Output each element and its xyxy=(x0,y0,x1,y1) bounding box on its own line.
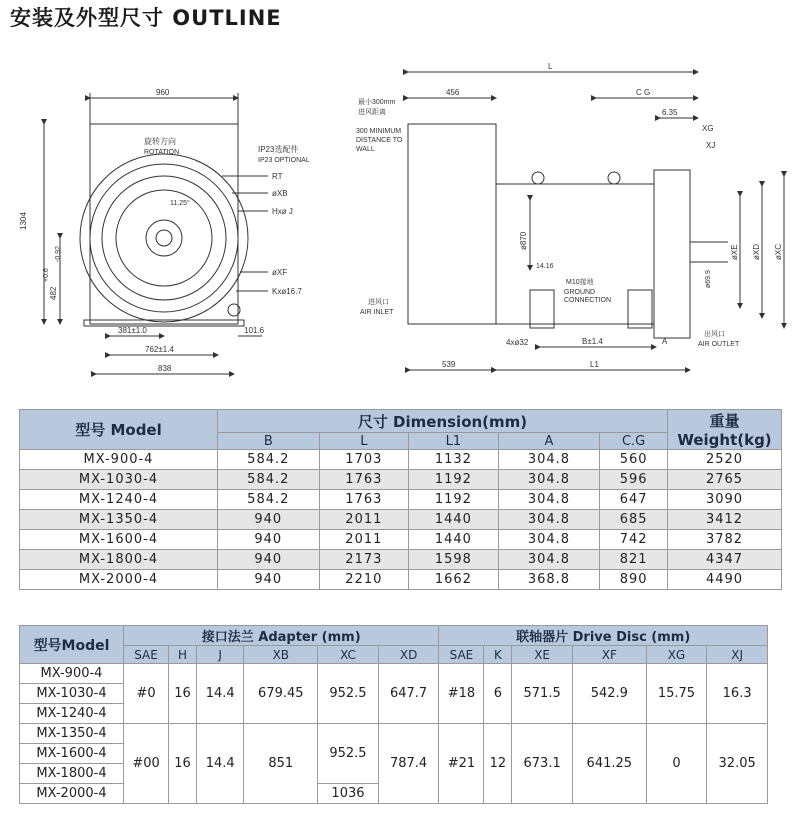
cell: 0 xyxy=(646,724,707,804)
cell: 742 xyxy=(600,530,668,550)
col-xd: XD xyxy=(378,646,439,664)
dim-1416: 14.16 xyxy=(536,263,554,270)
dim-xc: øXC xyxy=(774,244,783,260)
table-row xyxy=(20,570,782,590)
col-j: J xyxy=(196,646,244,664)
dim-870: ø870 xyxy=(519,231,528,250)
ground-en2: CONNECTION xyxy=(564,297,612,304)
dim-699: ø69.9 xyxy=(705,270,712,288)
cell: 952.5 xyxy=(318,664,379,724)
cell: 2520 xyxy=(668,450,782,470)
cell: 2011 xyxy=(319,530,409,550)
adapter-header: 接口法兰 Adapter (mm) xyxy=(124,626,439,646)
col-xe: XE xyxy=(512,646,573,664)
table-row xyxy=(20,530,782,550)
cell: 2173 xyxy=(319,550,409,570)
col-k: K xyxy=(484,646,512,664)
row-model: MX-2000-4 xyxy=(20,570,218,590)
cell: 1440 xyxy=(409,530,499,550)
cell: #18 xyxy=(439,664,484,724)
outlet-cn: 出风口 xyxy=(704,331,725,338)
dim-101: 101.6 xyxy=(244,326,265,335)
col-sae: SAE xyxy=(124,646,169,664)
weight-header xyxy=(668,410,782,450)
cell: 560 xyxy=(600,450,668,470)
label-k: Kxø16.7 xyxy=(272,287,302,296)
row-model: MX-1600-4 xyxy=(20,530,218,550)
cell: 12 xyxy=(484,724,512,804)
cell: 304.8 xyxy=(498,550,600,570)
cell: 14.4 xyxy=(196,664,244,724)
cell: 1662 xyxy=(409,570,499,590)
cell: 647 xyxy=(600,490,668,510)
cell: 940 xyxy=(218,550,320,570)
cell: 14.4 xyxy=(196,724,244,804)
label-angle: 11.25° xyxy=(170,200,190,207)
drive-disc-header: 联轴器片 Drive Disc (mm) xyxy=(439,626,768,646)
cell: 304.8 xyxy=(498,490,600,510)
ip23-en: IP23 OPTIONAL xyxy=(258,157,310,164)
dimension-header: 尺寸 Dimension(mm) xyxy=(218,410,668,433)
front-outer-circle xyxy=(80,154,248,322)
table-row xyxy=(20,450,782,470)
dim-838: 838 xyxy=(158,364,172,373)
col-xj: XJ xyxy=(707,646,768,664)
table-row xyxy=(20,490,782,510)
table-row xyxy=(20,664,768,684)
cell: 3782 xyxy=(668,530,782,550)
dim-456: 456 xyxy=(446,88,460,97)
row-model: MX-2000-4 xyxy=(20,784,124,804)
cell: 1703 xyxy=(319,450,409,470)
dim-635: 6.35 xyxy=(662,108,678,117)
col-xc: XC xyxy=(318,646,379,664)
adapter-disc-table xyxy=(19,625,768,804)
table-row xyxy=(20,510,782,530)
inlet-en: AIR INLET xyxy=(360,309,394,316)
label-xf: øXF xyxy=(272,268,288,277)
cell: 647.7 xyxy=(378,664,439,724)
col-sae-disc: SAE xyxy=(439,646,484,664)
cell: 685 xyxy=(600,510,668,530)
dim-482: 482 xyxy=(49,286,58,300)
dim-960: 960 xyxy=(156,88,170,97)
row-model: MX-1030-4 xyxy=(20,470,218,490)
cell-xc-2000: 1036 xyxy=(318,784,379,804)
weight-header-cn: 重量 xyxy=(709,412,740,430)
cell: 1763 xyxy=(319,470,409,490)
side-fan-outline xyxy=(654,170,690,338)
cell: 1598 xyxy=(409,550,499,570)
dim-381: 381±1.0 xyxy=(118,326,147,335)
dim-hole: 4xø32 xyxy=(506,338,529,347)
cell: 890 xyxy=(600,570,668,590)
dimension-table xyxy=(19,409,782,590)
cell: 641.25 xyxy=(572,724,646,804)
cell: 304.8 xyxy=(498,510,600,530)
cell: 584.2 xyxy=(218,470,320,490)
cell: 940 xyxy=(218,510,320,530)
cell: 542.9 xyxy=(572,664,646,724)
label-rt: RT xyxy=(272,172,283,181)
table-row xyxy=(20,550,782,570)
col-xf: XF xyxy=(572,646,646,664)
cell: 1192 xyxy=(409,470,499,490)
row-model: MX-900-4 xyxy=(20,664,124,684)
row-model: MX-1030-4 xyxy=(20,684,124,704)
inlet-cn: 进风口 xyxy=(368,299,389,306)
cell: 940 xyxy=(218,570,320,590)
min300-en3: WALL xyxy=(356,146,375,153)
page-title: 安装及外型尺寸 OUTLINE xyxy=(10,6,282,30)
cell: 571.5 xyxy=(512,664,573,724)
min300-en2: DISTANCE TO xyxy=(356,137,403,144)
cell: 851 xyxy=(244,724,318,804)
cell: 673.1 xyxy=(512,724,573,804)
table-row xyxy=(20,470,782,490)
side-adapter-outline xyxy=(408,124,496,324)
ip23-cn: IP23选配件 xyxy=(258,145,299,154)
cell: 3090 xyxy=(668,490,782,510)
cell: 6 xyxy=(484,664,512,724)
weight-header-en: Weight(kg) xyxy=(677,431,772,449)
label-xb: øXB xyxy=(272,189,288,198)
cell: 4490 xyxy=(668,570,782,590)
cell: 16.3 xyxy=(707,664,768,724)
cell: 304.8 xyxy=(498,470,600,490)
dim-482-tol-upper: +0.6 xyxy=(43,268,50,282)
cell: 304.8 xyxy=(498,450,600,470)
cell: 787.4 xyxy=(378,724,439,804)
cell: 2011 xyxy=(319,510,409,530)
col-a: A xyxy=(498,433,600,450)
min300-cn1: 最小300mm xyxy=(358,99,396,106)
cell: 4347 xyxy=(668,550,782,570)
cell: 1763 xyxy=(319,490,409,510)
cell: 821 xyxy=(600,550,668,570)
dim-xj: XJ xyxy=(706,141,716,150)
outlet-en: AIR OUTLET xyxy=(698,341,740,348)
dim-xd: øXD xyxy=(752,244,761,260)
cell: #0 xyxy=(124,664,169,724)
ground-en1: GROUND xyxy=(564,289,596,296)
row-model: MX-1800-4 xyxy=(20,764,124,784)
dim-1304: 1304 xyxy=(19,212,28,230)
row-model: MX-1350-4 xyxy=(20,724,124,744)
cell: 15.75 xyxy=(646,664,707,724)
cell: 16 xyxy=(169,724,197,804)
bolt-circle xyxy=(146,220,182,256)
row-model: MX-900-4 xyxy=(20,450,218,470)
cell: 16 xyxy=(169,664,197,724)
cell: 952.5 xyxy=(318,724,379,784)
cell: 3412 xyxy=(668,510,782,530)
dim-762: 762±1.4 xyxy=(145,345,174,354)
cell: #00 xyxy=(124,724,169,804)
cell: 1132 xyxy=(409,450,499,470)
col-l1: L1 xyxy=(409,433,499,450)
dim-xe: øXE xyxy=(730,244,739,260)
model-header: 型号 Model xyxy=(20,410,218,450)
col-h: H xyxy=(169,646,197,664)
rotation-en: ROTATION xyxy=(144,149,180,156)
cell: 368.8 xyxy=(498,570,600,590)
col-l: L xyxy=(319,433,409,450)
cell: #21 xyxy=(439,724,484,804)
min300-en1: 300 MINIMUM xyxy=(356,128,402,135)
rotation-cn: 旋转方向 xyxy=(144,137,176,146)
dim-539: 539 xyxy=(442,360,456,369)
outline-drawing xyxy=(0,40,800,390)
cell: 1440 xyxy=(409,510,499,530)
cell: 304.8 xyxy=(498,530,600,550)
col-xg: XG xyxy=(646,646,707,664)
ground-cn: M10接地 xyxy=(566,279,594,286)
cell: 584.2 xyxy=(218,490,320,510)
dim-l1: L1 xyxy=(590,360,599,369)
row-model: MX-1600-4 xyxy=(20,744,124,764)
row-model: MX-1350-4 xyxy=(20,510,218,530)
min300-cn2: 进风距离 xyxy=(358,109,386,116)
dim-482-tol-lower: -0.92 xyxy=(55,246,62,262)
label-hj: Hxø J xyxy=(272,207,293,216)
row-model: MX-1240-4 xyxy=(20,704,124,724)
col-b: B xyxy=(218,433,320,450)
cell: 1192 xyxy=(409,490,499,510)
dim-a: A xyxy=(662,337,668,346)
col-xb: XB xyxy=(244,646,318,664)
table-row xyxy=(20,724,768,744)
row-model: MX-1800-4 xyxy=(20,550,218,570)
col-cg: C.G xyxy=(600,433,668,450)
cell: 940 xyxy=(218,530,320,550)
dim-cg: C G xyxy=(636,88,651,97)
cell: 584.2 xyxy=(218,450,320,470)
row-model: MX-1240-4 xyxy=(20,490,218,510)
cell: 596 xyxy=(600,470,668,490)
model-header-2: 型号Model xyxy=(20,626,124,664)
cell: 2765 xyxy=(668,470,782,490)
dim-l: L xyxy=(548,62,553,71)
dim-b: B±1.4 xyxy=(582,337,603,346)
dim-xg: XG xyxy=(702,124,714,133)
cell: 679.45 xyxy=(244,664,318,724)
cell: 2210 xyxy=(319,570,409,590)
cell: 32.05 xyxy=(707,724,768,804)
